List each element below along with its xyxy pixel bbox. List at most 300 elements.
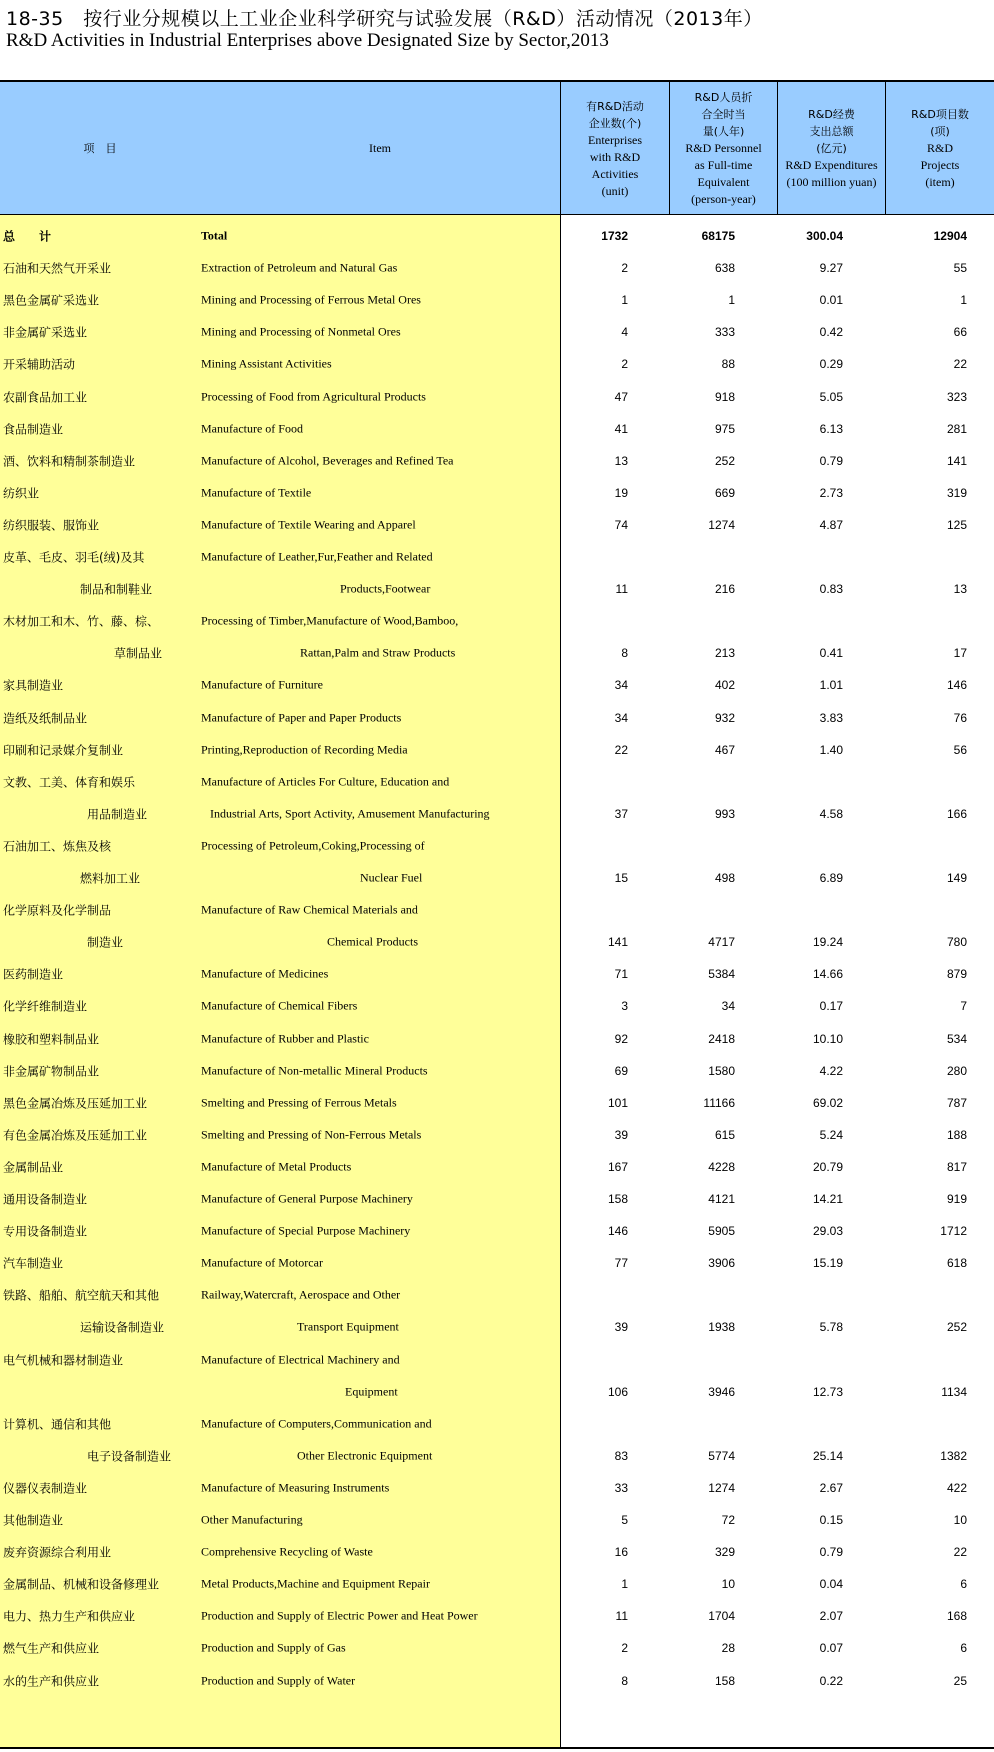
row-item-en: Transport Equipment — [297, 1319, 399, 1334]
expenditures-value: 0.42 — [819, 325, 843, 340]
expenditures-value: 1.01 — [819, 678, 843, 693]
header-label-stack — [911, 106, 969, 191]
table-row — [0, 830, 994, 862]
projects-value: 618 — [946, 1256, 967, 1271]
row-item-cn: 金属制品、机械和设备修理业 — [3, 1577, 160, 1592]
row-item-en: Manufacture of Special Purpose Machinery — [201, 1223, 411, 1238]
projects-value: 817 — [946, 1159, 967, 1174]
row-item-cn: 水的生产和供应业 — [3, 1674, 100, 1688]
personnel-value: 329 — [714, 1545, 735, 1560]
row-item-en: Total — [201, 228, 228, 243]
projects-value: 13 — [953, 582, 967, 597]
projects-value: 56 — [953, 742, 967, 757]
header-item-cn — [0, 82, 200, 215]
header-line-en: Enterprises — [588, 132, 642, 147]
enterprises-value: 8 — [621, 646, 628, 661]
projects-value: 6 — [960, 1577, 967, 1592]
enterprises-value: 83 — [614, 1448, 628, 1463]
row-item-cn: 食品制造业 — [3, 422, 64, 437]
row-item-en: Manufacture of Non-metallic Mineral Products — [201, 1063, 428, 1078]
row-item-en: Metal Products,Machine and Equipment Repair — [201, 1576, 430, 1591]
row-item-en: Manufacture of Textile — [201, 485, 312, 500]
personnel-value: 638 — [714, 261, 735, 276]
expenditures-value: 5.24 — [819, 1127, 843, 1142]
row-item-en: Chemical Products — [327, 934, 418, 949]
projects-value: 10 — [953, 1513, 967, 1527]
expenditures-value: 4.22 — [819, 1063, 843, 1078]
row-item-cn: 计算机、通信和其他 — [3, 1417, 112, 1432]
enterprises-value: 77 — [614, 1256, 628, 1271]
personnel-value: 1 — [728, 293, 735, 308]
header-line-en: Activities — [591, 166, 639, 181]
row-item-en: Manufacture of Leather,Fur,Feather and Related — [201, 549, 433, 564]
header-line-en: (person-year) — [691, 192, 756, 206]
personnel-value: 28 — [721, 1641, 735, 1656]
header-line-en: with R&D — [589, 149, 641, 164]
row-item-en: Comprehensive Recycling of Waste — [201, 1544, 373, 1559]
row-item-cn: 石油和天然气开采业 — [3, 261, 112, 276]
header-enterprises — [561, 82, 669, 215]
row-item-cn: 制品和制鞋业 — [80, 582, 153, 597]
projects-value: 76 — [953, 710, 967, 725]
row-item-en: Equipment — [345, 1384, 398, 1399]
header-line-cn: (项) — [930, 125, 950, 138]
table-row — [0, 669, 994, 701]
row-item-cn: 废弃资源综合利用业 — [3, 1545, 112, 1560]
expenditures-value: 1.40 — [819, 742, 843, 757]
header-personnel — [670, 82, 777, 215]
projects-value: 919 — [946, 1192, 967, 1206]
row-item-en: Production and Supply of Water — [201, 1673, 356, 1687]
enterprises-value: 39 — [614, 1320, 628, 1335]
personnel-value: 467 — [714, 742, 735, 757]
expenditures-value: 19.24 — [812, 935, 843, 950]
enterprises-value: 41 — [614, 421, 628, 436]
header-line-en: Equivalent — [697, 175, 750, 189]
enterprises-value: 92 — [614, 1031, 628, 1046]
projects-value: 281 — [946, 421, 967, 436]
enterprises-value: 5 — [621, 1513, 628, 1527]
row-item-en: Other Manufacturing — [201, 1512, 303, 1527]
expenditures-value: 10.10 — [812, 1031, 843, 1046]
expenditures-value: 4.58 — [819, 806, 843, 821]
personnel-value: 918 — [714, 389, 735, 404]
enterprises-value: 13 — [614, 453, 628, 468]
expenditures-value: 15.19 — [812, 1256, 843, 1271]
expenditures-value: 4.87 — [819, 517, 843, 532]
personnel-value: 4121 — [708, 1192, 735, 1206]
row-item-en: Smelting and Pressing of Ferrous Metals — [201, 1095, 397, 1110]
table-row — [0, 1440, 994, 1472]
projects-value: 1134 — [941, 1384, 967, 1399]
row-item-en: Manufacture of General Purpose Machinery — [201, 1191, 413, 1206]
enterprises-value: 33 — [614, 1480, 628, 1495]
personnel-value: 498 — [714, 871, 735, 885]
personnel-value: 11166 — [703, 1095, 735, 1110]
row-item-en: Processing of Timber,Manufacture of Wood,Bamboo, — [201, 613, 459, 628]
table-row — [0, 348, 994, 380]
row-item-cn: 草制品业 — [114, 646, 163, 661]
enterprises-value: 37 — [614, 806, 628, 821]
table-row — [0, 637, 994, 669]
row-item-en: Processing of Food from Agricultural Products — [201, 389, 426, 403]
table-row — [0, 894, 994, 926]
row-item-cn: 开采辅助活动 — [3, 357, 76, 372]
personnel-value: 213 — [714, 646, 735, 661]
row-item-cn: 金属制品业 — [3, 1160, 64, 1175]
row-item-cn: 农副食品加工业 — [3, 390, 88, 404]
personnel-value: 932 — [714, 710, 735, 725]
projects-value: 25 — [953, 1673, 967, 1688]
header-line-en: (100 million yuan) — [786, 175, 877, 189]
row-item-cn: 非金属矿物制品业 — [3, 1064, 100, 1079]
bottom-rule — [0, 1747, 994, 1749]
table-row — [0, 734, 994, 766]
expenditures-value: 0.41 — [819, 646, 843, 661]
personnel-value: 1704 — [708, 1609, 735, 1624]
row-item-en: Manufacture of Alcohol, Beverages and Refined Tea — [201, 453, 454, 468]
expenditures-value: 3.83 — [819, 710, 843, 725]
row-item-cn: 铁路、船舶、航空航天和其他 — [3, 1288, 160, 1303]
projects-value: 22 — [953, 357, 967, 372]
table-row — [0, 702, 994, 734]
header-line-cn: 支出总额 — [809, 125, 854, 138]
projects-value: 879 — [946, 967, 967, 982]
projects-value: 22 — [953, 1545, 967, 1560]
header-line-en: R&D — [926, 141, 953, 155]
expenditures-value: 20.79 — [812, 1159, 843, 1174]
projects-value: 141 — [946, 453, 967, 468]
projects-value: 125 — [946, 517, 967, 532]
projects-value: 168 — [946, 1609, 967, 1624]
row-item-en: Smelting and Pressing of Non-Ferrous Metals — [201, 1127, 422, 1142]
expenditures-value: 29.03 — [812, 1224, 843, 1239]
row-item-cn: 化学原料及化学制品 — [3, 903, 112, 918]
personnel-value: 88 — [721, 357, 735, 372]
personnel-value: 4228 — [708, 1159, 735, 1174]
enterprises-value: 2 — [621, 357, 628, 372]
expenditures-value: 6.13 — [819, 421, 843, 436]
projects-value: 7 — [960, 999, 967, 1014]
header-item-en — [200, 82, 560, 215]
projects-value: 66 — [953, 325, 967, 340]
expenditures-value: 0.01 — [819, 293, 843, 308]
row-item-en: Products,Footwear — [340, 581, 431, 596]
table-row — [0, 252, 994, 284]
expenditures-value: 6.89 — [819, 871, 843, 885]
row-item-en: Industrial Arts, Sport Activity, Amusement Manufacturing — [210, 806, 490, 821]
personnel-value: 5905 — [708, 1224, 735, 1239]
row-item-cn: 文教、工美、体育和娱乐 — [3, 775, 136, 790]
header-label-stack — [785, 106, 877, 191]
personnel-value: 3906 — [708, 1256, 735, 1271]
table-row — [0, 477, 994, 509]
expenditures-value: 2.07 — [819, 1609, 843, 1624]
header-line-cn: 量(人年) — [702, 125, 745, 138]
table-title-cn: 18-35 按行业分规模以上工业企业科学研究与试验发展（R&D）活动情况（2013年） — [6, 8, 763, 30]
row-item-en: Manufacture of Rubber and Plastic — [201, 1031, 369, 1045]
expenditures-value: 0.07 — [819, 1641, 843, 1656]
personnel-value: 1274 — [708, 1480, 735, 1495]
table-row — [0, 798, 994, 830]
row-item-en: Manufacture of Chemical Fibers — [201, 998, 358, 1013]
row-item-en: Manufacture of Measuring Instruments — [201, 1480, 390, 1495]
expenditures-value: 14.21 — [812, 1192, 843, 1206]
projects-value: 1712 — [940, 1224, 967, 1239]
projects-value: 6 — [960, 1641, 967, 1656]
personnel-value: 252 — [714, 453, 735, 468]
row-item-cn: 木材加工和木、竹、藤、棕、 — [3, 614, 160, 629]
row-item-en: Production and Supply of Electric Power and Heat Power — [201, 1608, 478, 1623]
row-item-cn: 酒、饮料和精制茶制造业 — [3, 454, 136, 469]
table-row — [0, 1247, 994, 1279]
enterprises-value: 71 — [614, 967, 628, 982]
row-item-cn: 其他制造业 — [3, 1513, 64, 1528]
row-item-en: Manufacture of Food — [201, 421, 303, 436]
enterprises-value: 15 — [614, 871, 628, 885]
row-item-cn: 黑色金属矿采选业 — [3, 293, 100, 308]
projects-value: 1382 — [940, 1448, 967, 1463]
row-item-cn: 汽车制造业 — [3, 1256, 64, 1271]
header-line-en: (unit) — [601, 183, 629, 198]
table-row — [0, 766, 994, 798]
row-item-en: Mining and Processing of Ferrous Metal Ores — [201, 292, 421, 307]
expenditures-value: 300.04 — [806, 229, 843, 243]
table-row — [0, 958, 994, 990]
row-item-cn: 医药制造业 — [3, 967, 64, 982]
table-row — [0, 509, 994, 541]
personnel-value: 216 — [714, 582, 735, 597]
enterprises-value: 19 — [614, 485, 628, 500]
enterprises-value: 106 — [607, 1384, 628, 1399]
personnel-value: 10 — [721, 1577, 735, 1592]
table-row — [0, 1151, 994, 1183]
row-item-cn: 皮革、毛皮、羽毛(绒)及其 — [3, 550, 145, 565]
table-row — [0, 1536, 994, 1568]
expenditures-value: 69.02 — [812, 1095, 843, 1110]
row-item-en: Manufacture of Articles For Culture, Education and — [201, 774, 450, 789]
row-item-cn: 印刷和记录媒介复制业 — [3, 743, 124, 758]
personnel-value: 5384 — [708, 967, 735, 982]
projects-value: 12904 — [933, 229, 967, 243]
header-expenditures — [778, 82, 885, 215]
expenditures-value: 2.67 — [819, 1480, 843, 1495]
enterprises-value: 101 — [607, 1095, 628, 1110]
table-row — [0, 1408, 994, 1440]
table-row — [0, 413, 994, 445]
header-projects — [886, 82, 994, 215]
enterprises-value: 2 — [621, 261, 628, 276]
enterprises-value: 11 — [615, 1609, 628, 1624]
enterprises-value: 146 — [607, 1224, 628, 1239]
row-item-cn: 橡胶和塑料制品业 — [3, 1032, 100, 1046]
expenditures-value: 5.05 — [819, 389, 843, 404]
expenditures-value: 0.15 — [819, 1513, 843, 1527]
row-item-cn: 纺织业 — [3, 486, 40, 501]
table-row — [0, 1215, 994, 1247]
row-item-en: Printing,Reproduction of Recording Media — [201, 742, 408, 757]
row-item-cn: 通用设备制造业 — [3, 1192, 88, 1207]
table-row — [0, 1665, 994, 1697]
header-line-cn: R&D经费 — [808, 108, 855, 121]
enterprises-value: 22 — [614, 742, 628, 757]
enterprises-value: 1 — [621, 1577, 628, 1592]
row-item-en: Railway,Watercraft, Aerospace and Other — [201, 1287, 401, 1302]
expenditures-value: 5.78 — [819, 1320, 843, 1335]
projects-value: 280 — [946, 1063, 967, 1078]
table-row — [0, 926, 994, 958]
enterprises-value: 2 — [621, 1641, 628, 1656]
personnel-value: 1274 — [708, 517, 735, 532]
row-item-cn: 纺织服装、服饰业 — [3, 518, 100, 533]
row-item-cn: 电气机械和器材制造业 — [3, 1353, 124, 1367]
row-item-cn: 家具制造业 — [3, 678, 64, 693]
row-item-en: Manufacture of Textile Wearing and Apparel — [201, 517, 416, 532]
projects-value: 787 — [946, 1095, 967, 1110]
row-item-en: Nuclear Fuel — [360, 870, 423, 885]
projects-value: 323 — [946, 389, 967, 404]
row-item-en: Manufacture of Metal Products — [201, 1159, 352, 1174]
enterprises-value: 4 — [621, 325, 628, 340]
enterprises-value: 47 — [614, 389, 628, 404]
table-row — [0, 381, 994, 413]
row-item-cn: 有色金属冶炼及压延加工业 — [3, 1128, 148, 1143]
table-row — [0, 220, 994, 252]
header-line-cn: R&D项目数 — [911, 108, 969, 121]
projects-value: 422 — [946, 1480, 967, 1495]
row-item-cn: 燃料加工业 — [80, 871, 141, 886]
expenditures-value: 0.22 — [819, 1673, 843, 1688]
projects-value: 252 — [946, 1320, 967, 1335]
projects-value: 149 — [946, 871, 967, 885]
row-item-cn: 制造业 — [87, 935, 124, 950]
table-title-en: R&D Activities in Industrial Enterprises above Designated Size by Sector,2013 — [6, 30, 609, 51]
enterprises-value: 69 — [614, 1063, 628, 1078]
header-line-en: R&D Personnel — [685, 141, 762, 155]
expenditures-value: 25.14 — [812, 1448, 843, 1463]
enterprises-value: 11 — [615, 582, 628, 597]
expenditures-value: 0.04 — [819, 1577, 843, 1592]
table-row — [0, 862, 994, 894]
row-item-en: Manufacture of Motorcar — [201, 1255, 323, 1270]
expenditures-value: 0.17 — [819, 999, 843, 1014]
enterprises-value: 167 — [607, 1159, 628, 1174]
projects-value: 146 — [946, 678, 967, 693]
row-item-en: Manufacture of Furniture — [201, 677, 323, 692]
header-label-stack — [586, 98, 644, 200]
table-row — [0, 1279, 994, 1311]
projects-value: 534 — [946, 1031, 967, 1046]
row-item-en: Processing of Petroleum,Coking,Processing of — [201, 838, 425, 853]
row-item-cn: 电子设备制造业 — [87, 1449, 172, 1464]
personnel-value: 615 — [714, 1127, 735, 1142]
expenditures-value: 12.73 — [812, 1384, 843, 1399]
row-item-en: Manufacture of Computers,Communication and — [201, 1416, 432, 1431]
enterprises-value: 34 — [614, 678, 628, 693]
expenditures-value: 0.83 — [819, 582, 843, 597]
expenditures-value: 0.79 — [819, 1545, 843, 1560]
row-item-en: Other Electronic Equipment — [297, 1448, 433, 1463]
expenditures-value: 0.79 — [819, 453, 843, 468]
personnel-value: 333 — [714, 325, 735, 340]
table-row — [0, 1055, 994, 1087]
personnel-value: 158 — [714, 1673, 735, 1688]
table-row — [0, 1183, 994, 1215]
table-row — [0, 573, 994, 605]
row-item-en: Manufacture of Medicines — [201, 966, 329, 981]
personnel-value: 1938 — [708, 1320, 735, 1335]
table-row — [0, 1472, 994, 1504]
row-item-cn: 化学纤维制造业 — [3, 999, 88, 1014]
expenditures-value: 2.73 — [819, 485, 843, 500]
personnel-value: 669 — [714, 485, 735, 500]
personnel-value: 993 — [714, 806, 735, 821]
row-item-en: Manufacture of Paper and Paper Products — [201, 710, 402, 724]
enterprises-value: 74 — [614, 517, 628, 532]
row-item-cn: 运输设备制造业 — [80, 1320, 165, 1335]
projects-value: 780 — [946, 935, 967, 950]
row-item-en: Manufacture of Electrical Machinery and — [201, 1352, 400, 1366]
header-line-cn: 有R&D活动 — [586, 99, 644, 113]
row-item-cn: 仪器仪表制造业 — [3, 1481, 88, 1496]
header-item-cn-label: 项 目 — [83, 142, 117, 155]
expenditures-value: 14.66 — [812, 967, 843, 982]
expenditures-value: 0.29 — [819, 357, 843, 372]
row-item-cn: 黑色金属冶炼及压延加工业 — [3, 1096, 148, 1111]
table-row — [0, 1119, 994, 1151]
header-line-en: (item) — [925, 175, 955, 189]
header-line-cn: (亿元) — [816, 142, 847, 155]
row-item-cn: 非金属矿采选业 — [3, 325, 88, 340]
row-item-cn: 总 计 — [3, 229, 52, 244]
table-row — [0, 1344, 994, 1376]
table-row — [0, 1023, 994, 1055]
table-row — [0, 1311, 994, 1343]
table-row — [0, 1087, 994, 1119]
table-row — [0, 445, 994, 477]
personnel-value: 2418 — [708, 1031, 735, 1046]
row-item-cn: 石油加工、炼焦及核 — [3, 839, 112, 854]
row-item-cn: 电力、热力生产和供应业 — [3, 1609, 136, 1624]
projects-value: 17 — [953, 646, 967, 661]
expenditures-value: 9.27 — [819, 261, 843, 276]
projects-value: 319 — [946, 485, 967, 500]
enterprises-value: 1732 — [601, 229, 628, 243]
row-item-en: Extraction of Petroleum and Natural Gas — [201, 260, 398, 275]
personnel-value: 68175 — [701, 229, 735, 243]
row-item-en: Rattan,Palm and Straw Products — [300, 645, 456, 660]
row-item-cn: 用品制造业 — [87, 807, 148, 822]
table-row — [0, 1376, 994, 1408]
row-item-en: Production and Supply of Gas — [201, 1640, 346, 1655]
header-line-cn: 企业数(个) — [588, 116, 642, 130]
personnel-value: 4717 — [708, 935, 735, 950]
header-line-cn: 合全时当 — [701, 108, 746, 121]
personnel-value: 3946 — [708, 1384, 735, 1399]
header-line-en: as Full-time — [694, 158, 753, 172]
header-line-cn: R&D人员折 — [694, 91, 753, 104]
header-line-en: Projects — [920, 158, 960, 172]
projects-value: 166 — [946, 806, 967, 821]
projects-value: 55 — [953, 261, 967, 276]
personnel-value: 975 — [714, 421, 735, 436]
row-item-en: Manufacture of Raw Chemical Materials and — [201, 902, 418, 917]
header-line-en: R&D Expenditures — [785, 158, 878, 172]
row-item-cn: 专用设备制造业 — [3, 1224, 88, 1239]
row-item-en: Mining Assistant Activities — [201, 356, 332, 371]
personnel-value: 5774 — [708, 1448, 735, 1463]
enterprises-value: 39 — [614, 1127, 628, 1142]
